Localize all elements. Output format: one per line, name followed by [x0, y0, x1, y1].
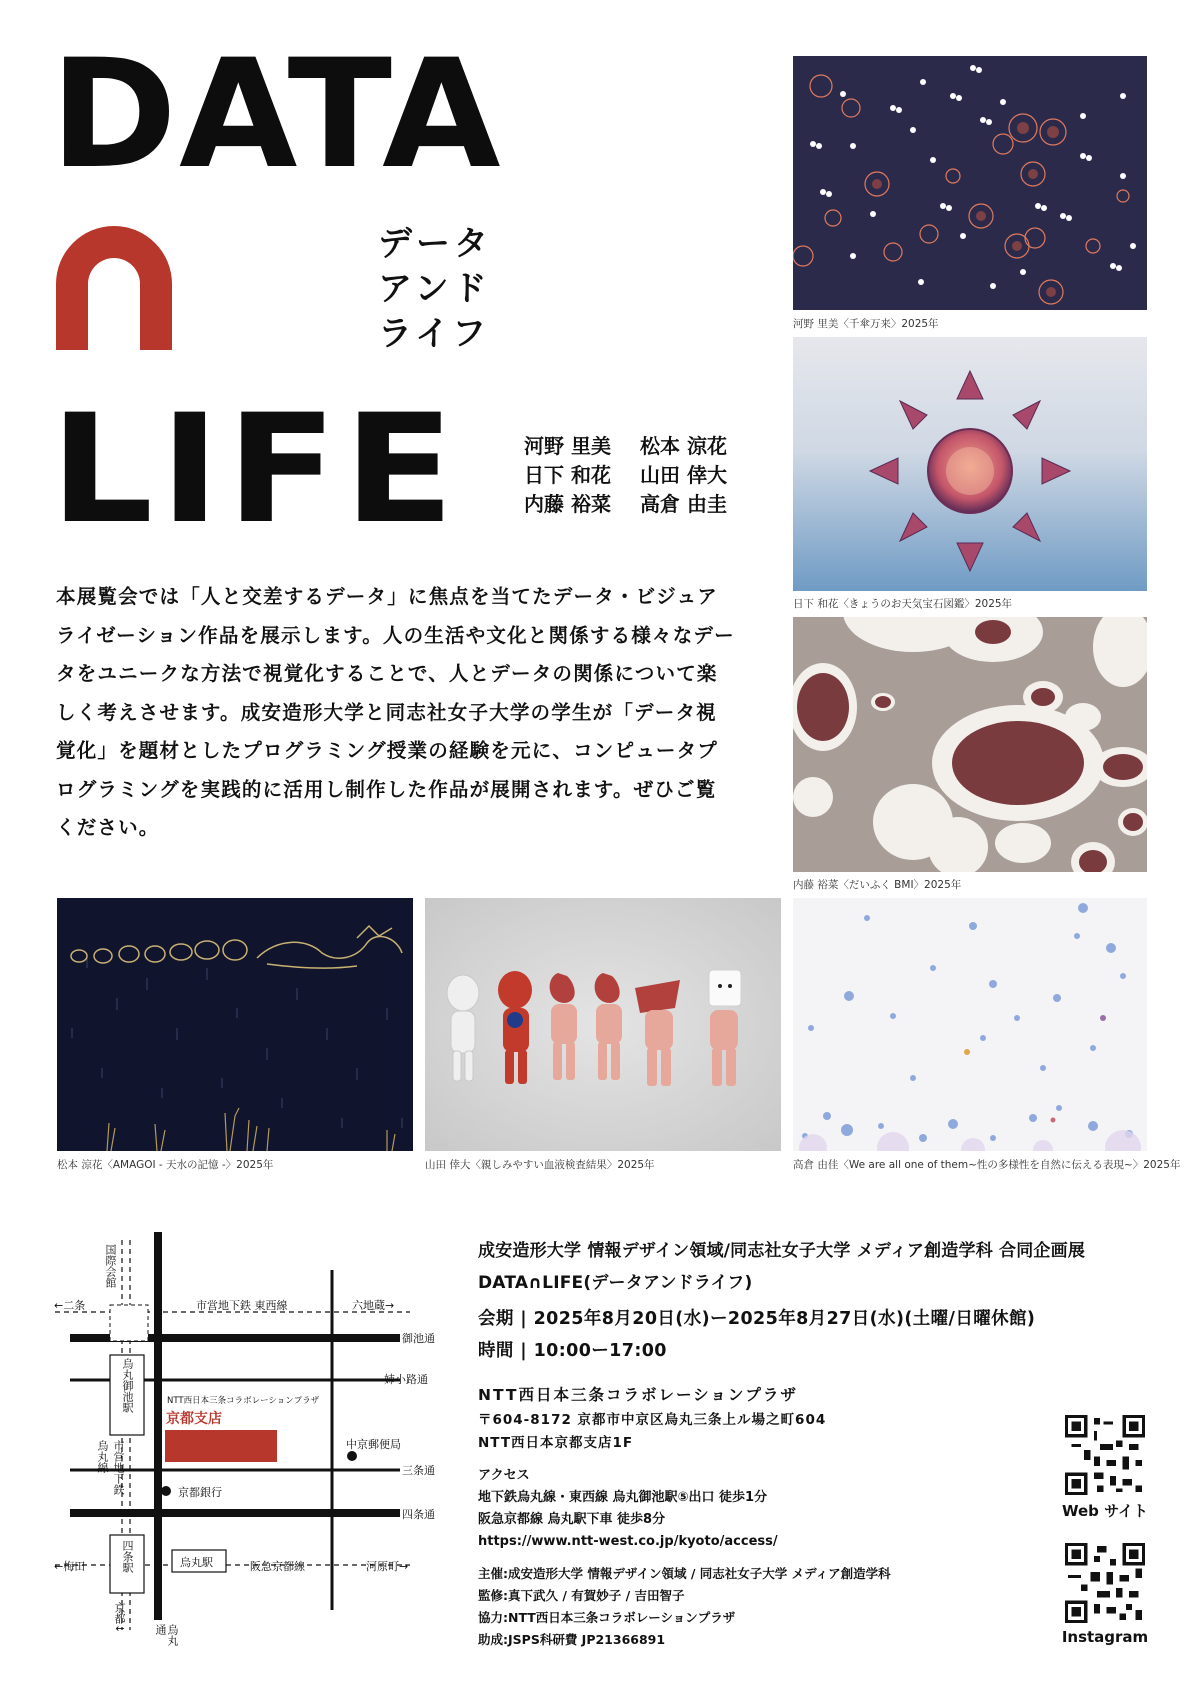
- map-shijo-station: 四条駅: [121, 1540, 134, 1573]
- exhibit-title: DATA∩LIFE(データアンドライフ): [478, 1273, 753, 1293]
- artwork-blood-test: [425, 898, 781, 1151]
- map-karasuma-dori: 烏丸通: [154, 1624, 179, 1646]
- caption-work4: 松本 涼花〈AMAGOI - 天水の記憶 -〉2025年: [57, 1159, 274, 1171]
- artwork-amagoi: [57, 898, 413, 1151]
- map-plaza: NTT西日本三条コラボレーションプラザ: [167, 1396, 320, 1406]
- artwork-gem: [793, 337, 1147, 591]
- period: 会期 | 2025年8月20日(水)ー2025年8月27日(水)(土曜/日曜休館): [478, 1309, 1036, 1329]
- artist-list: 河野 里美 松本 涼花 日下 和花 山田 倖大 内藤 裕菜 高倉 由圭: [524, 434, 727, 516]
- building: NTT西日本京都支店1F: [478, 1435, 634, 1451]
- map-karasuma-line: 烏丸線: [96, 1440, 109, 1473]
- event-info: [478, 1235, 1086, 1651]
- caption-work1: 河野 里美〈千傘万来〉2025年: [793, 318, 939, 330]
- qr-label-web: Web サイト: [1061, 1502, 1149, 1520]
- map-nijo: ←二条: [54, 1299, 86, 1312]
- artwork-daifuku: [793, 617, 1147, 872]
- map-aneyakoji: 姉小路通: [384, 1373, 428, 1386]
- map-umeda: ←梅田: [54, 1560, 86, 1573]
- map-hankyu: 阪急京都線: [250, 1560, 305, 1573]
- title-data: DATA: [50, 28, 503, 202]
- intro-text: 本展覧会では「人と交差するデータ」に焦点を当てたデータ・ビジュアライゼーション作品を展示します。人の生活や文化と関係する様々なデータをユニークな方法で視覚化することで、人とデータの関係について楽しく考えさせます。成安造形大学と同志社女子大学の学生が「データ視覚化」を題材としたプログラミング授業の経験を元に、コンピュータプログラミングを実践的に活用し制作した作品が展開されます。ぜひご覧ください。: [56, 585, 735, 839]
- venue-name: NTT西日本三条コラボレーションプラザ: [478, 1386, 798, 1404]
- map-rokujizo: 六地蔵→: [352, 1299, 395, 1312]
- map-tozai: 市営地下鉄 東西線: [196, 1299, 288, 1312]
- intersection-symbol: [56, 226, 172, 350]
- access-map: [50, 1230, 450, 1650]
- caption-work5: 山田 倖大〈親しみやすい血液検査結果〉2025年: [425, 1159, 655, 1171]
- map-kokusai: 国際会館: [104, 1244, 117, 1288]
- map-karasuma-station: 烏丸駅: [180, 1556, 213, 1569]
- access-url[interactable]: https://www.ntt-west.co.jp/kyoto/access/: [478, 1534, 778, 1549]
- map-oike: 御池通: [402, 1332, 435, 1345]
- hours: 時間 | 10:00ー17:00: [478, 1341, 667, 1361]
- title-life: LIFE: [50, 383, 461, 557]
- map-bank: 京都銀行: [178, 1486, 222, 1499]
- map-kyoto: 京都↓: [113, 1602, 126, 1634]
- map-branch: 京都支店: [166, 1411, 222, 1427]
- map-sanjo: 三条通: [402, 1464, 435, 1477]
- map-subway: 市営地下鉄: [112, 1440, 125, 1495]
- artwork-dots: [793, 898, 1147, 1151]
- caption-work3: 内藤 裕菜〈だいふく BMI〉2025年: [793, 879, 962, 891]
- postal-address: 〒604-8172 京都市中京区烏丸三条上ル場之町604: [478, 1412, 827, 1428]
- caption-work2: 日下 和花〈きょうのお天気宝石図鑑〉2025年: [793, 598, 1013, 610]
- qr-label-instagram: Instagram: [1061, 1628, 1149, 1646]
- qr-code-web[interactable]: [1065, 1415, 1145, 1495]
- map-shijo: 四条通: [402, 1508, 435, 1521]
- credits: 主催:成安造形大学 情報デザイン領域 / 同志社女子大学 メディア創造学科 監修:真下武久 / 有賀妙子 / 吉田智子 協力:NTT西日本三条コラボレーションプラザ 助成:JSPS科研費 JP21366891: [478, 1566, 891, 1647]
- map-kawaramachi: 河原町→: [366, 1560, 409, 1573]
- caption-work6: 高倉 由佳〈We are all one of them~性の多様性を自然に伝える表現~〉2025年: [793, 1159, 1181, 1171]
- organizer-line: 成安造形大学 情報デザイン領域/同志社女子大学 メディア創造学科 合同企画展: [478, 1241, 1086, 1261]
- access-block: アクセス 地下鉄烏丸線・東西線 烏丸御池駅⑤出口 徒歩1分 阪急京都線 烏丸駅下車 徒歩8分 https://www.ntt-west.co.jp/kyoto/access/: [478, 1465, 1078, 1553]
- qr-code-instagram[interactable]: [1065, 1543, 1145, 1623]
- map-karasuma-oike: 烏丸御池駅: [121, 1358, 134, 1413]
- artwork-umbrellas: [793, 56, 1147, 310]
- kana-title: データ アンド ライフ: [378, 224, 492, 354]
- map-post-office: 中京郵便局: [346, 1438, 401, 1451]
